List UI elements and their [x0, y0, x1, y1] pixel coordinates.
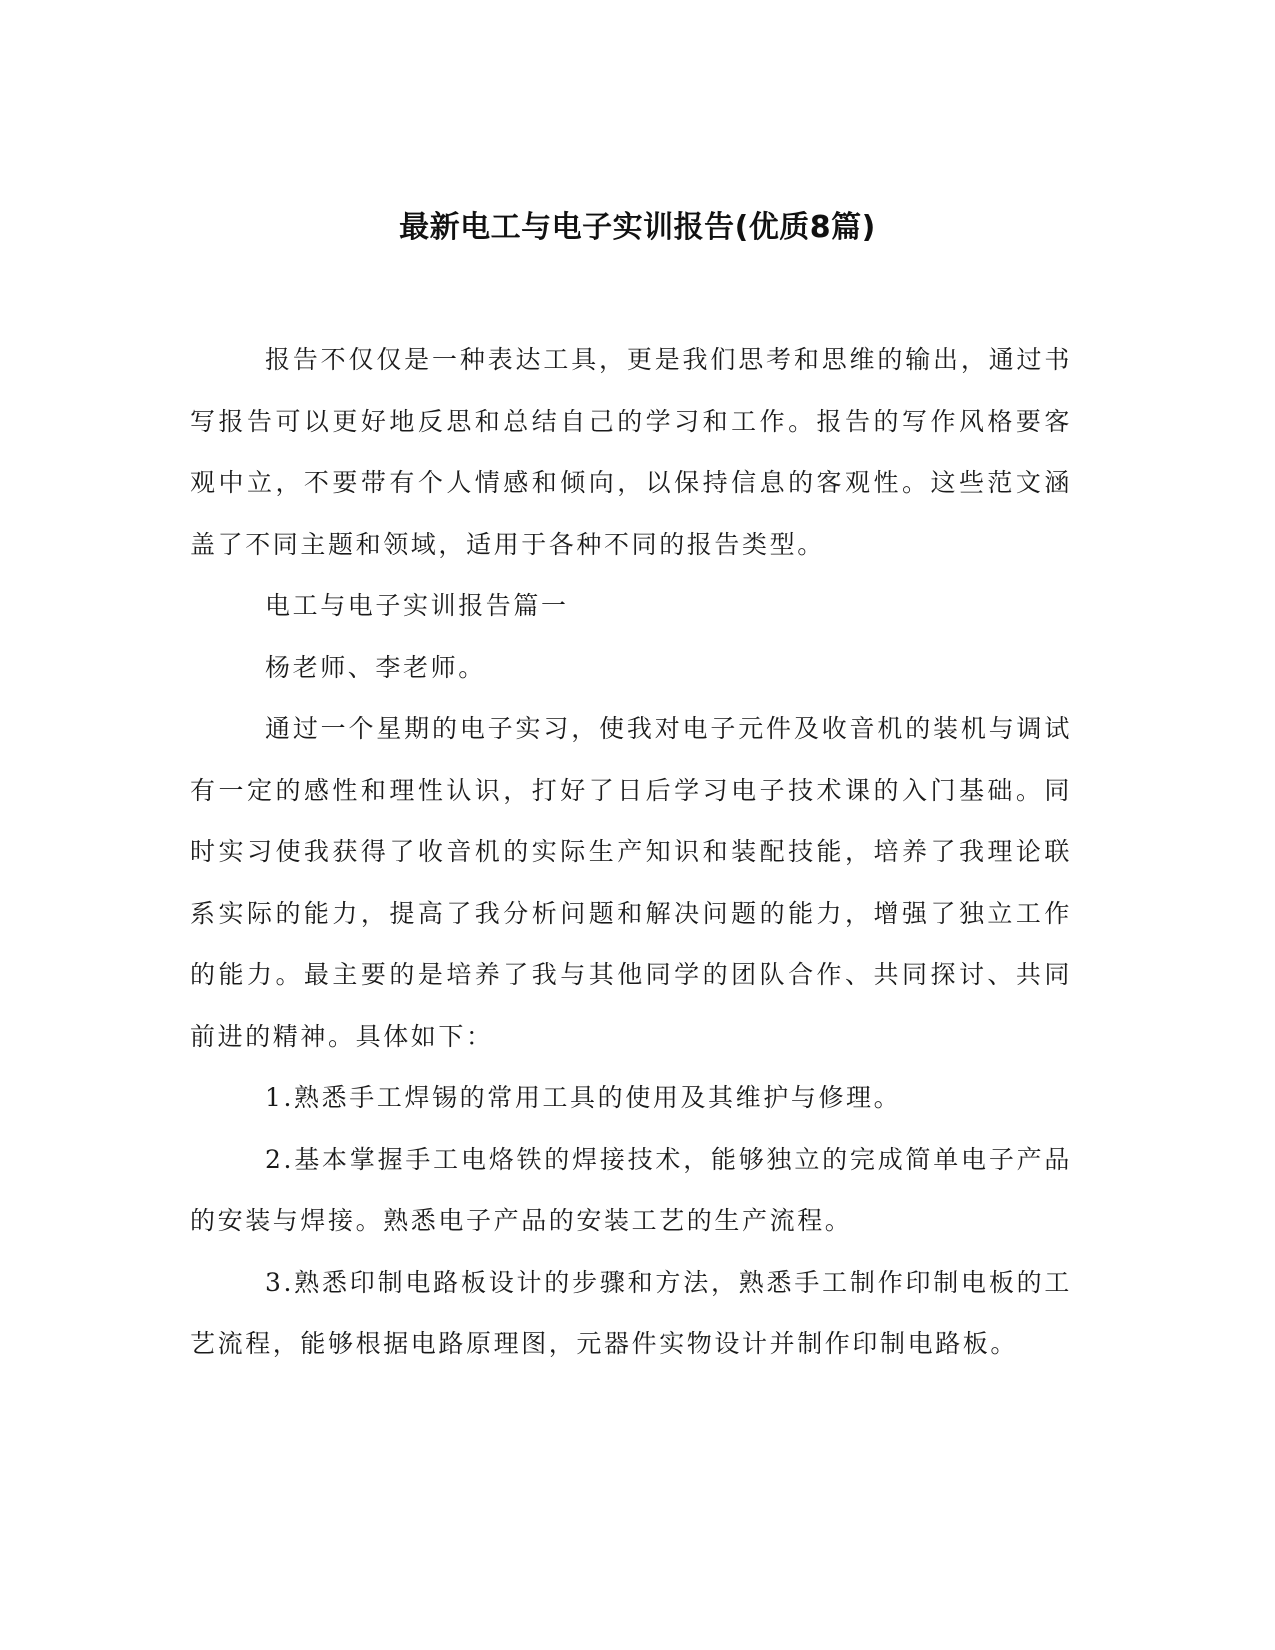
document-body [190, 329, 1072, 1375]
section-heading: 电工与电子实训报告篇一 [265, 591, 569, 620]
list-item-3: 3.熟悉印制电路板设计的步骤和方法，熟悉手工制作印制电板的工艺流程，能够根据电路原理图，元器件实物设计并制作印制电路板。 [190, 1267, 1072, 1358]
document-title: 最新电工与电子实训报告(优质8篇) [399, 210, 876, 245]
salutation-paragraph: 杨老师、李老师。 [265, 652, 486, 682]
list-item-2: 2.基本掌握手工电烙铁的焊接技术，能够独立的完成简单电子产品的安装与焊接。熟悉电子产品的安装工艺的生产流程。 [190, 1144, 1072, 1235]
intro-paragraph: 报告不仅仅是一种表达工具，更是我们思考和思维的输出，通过书写报告可以更好地反思和总结自己的学习和工作。报告的写作风格要客观中立，不要带有个人情感和倾向，以保持信息的客观性。这些范文涵盖了不同主题和领域，适用于各种不同的报告类型。 [190, 345, 1072, 559]
body-paragraph: 通过一个星期的电子实习，使我对电子元件及收音机的装机与调试有一定的感性和理性认识，打好了日后学习电子技术课的入门基础。同时实习使我获得了收音机的实际生产知识和装配技能，培养了我理论联系实际的能力，提高了我分析问题和解决问题的能力，增强了独立工作的能力。最主要的是培养了我与其他同学的团队合作、共同探讨、共同前进的精神。具体如下： [190, 714, 1072, 1051]
list-item-1: 1.熟悉手工焊锡的常用工具的使用及其维护与修理。 [265, 1083, 902, 1112]
